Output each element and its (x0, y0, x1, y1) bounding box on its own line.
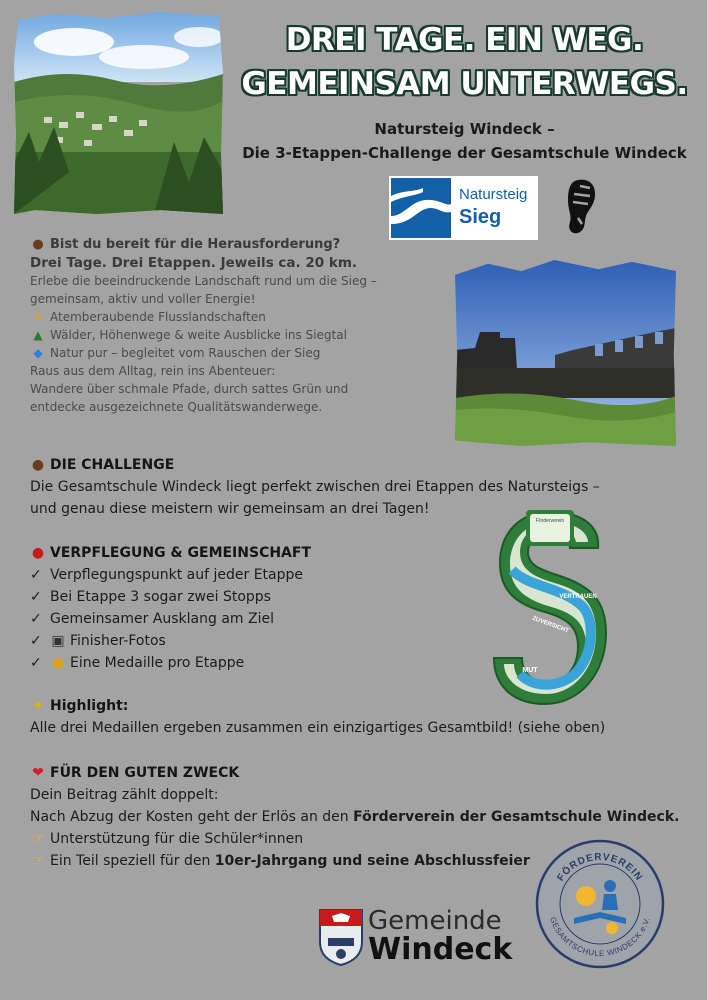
intro-subheadline: Drei Tage. Drei Etappen. Jeweils ca. 20 km. (30, 255, 358, 271)
food-item-text: Bei Etappe 3 sogar zwei Stopps (50, 589, 271, 605)
food-section (30, 542, 470, 674)
cause-bullet-bold: 10er-Jahrgang und seine Abschlussfeier (214, 853, 530, 869)
windeck-text: Windeck (368, 932, 513, 967)
intro-line: Wandere über schmale Pfade, durch sattes Grün und (30, 382, 349, 396)
medal-word-2: ZUVERSICHT (531, 615, 570, 635)
food-item-text: Gemeinsamer Ausklang am Ziel (50, 611, 274, 627)
tree-icon: ▲ (33, 328, 43, 342)
intro-bullet (30, 326, 450, 344)
food-item (30, 586, 470, 608)
intro-line: entdecke ausgezeichnete Qualitätswanderwege. (30, 400, 323, 414)
intro-bullet-text: Wälder, Höhenwege & weite Ausblicke ins Siegtal (50, 328, 347, 342)
cause-bullet-text: Ein Teil speziell für den (50, 853, 215, 869)
cause-line: Dein Beitrag zählt doppelt: (30, 787, 219, 803)
intro-block (30, 236, 450, 416)
food-item-text: Eine Medaille pro Etappe (70, 655, 245, 671)
food-title: VERPFLEGUNG & GEMEINSCHAFT (50, 545, 312, 561)
checkmark-icon: ✓ (30, 589, 42, 605)
checkmark-icon: ✓ (30, 611, 42, 627)
challenge-title-row (30, 454, 690, 476)
subtitle-line-2: Die 3-Etappen-Challenge der Gesamtschule Windeck (242, 144, 687, 162)
intro-bullet (30, 308, 450, 326)
highlight-text: Alle drei Medaillen ergeben zusammen ein einzigartiges Gesamtbild! (siehe oben) (30, 720, 606, 736)
food-item (30, 652, 470, 674)
headline-line-2: GEMEINSAM UNTERWEGS. (241, 66, 688, 102)
food-item (30, 630, 470, 652)
food-item (30, 564, 470, 586)
cause-title: FÜR DEN GUTEN ZWECK (50, 765, 240, 781)
challenge-line: und genau diese meistern wir gemeinsam an drei Tagen! (30, 501, 430, 517)
seal-top-text: FÖRDERVEREIN (555, 851, 645, 884)
footprint-icon (562, 178, 604, 236)
challenge-title: DIE CHALLENGE (50, 457, 175, 473)
checkmark-icon: ✓ (30, 655, 42, 671)
intro-bullet (30, 344, 450, 362)
gemeinde-text: Gemeinde (368, 906, 502, 936)
headline-line-1: DREI TAGE. EIN WEG. (285, 22, 644, 58)
gemeinde-windeck-crest-icon (318, 908, 364, 966)
logo-line-2: Sieg (459, 206, 502, 228)
intro-line: gemeinsam, aktiv und voller Energie! (30, 292, 256, 306)
highlight-title: Highlight: (50, 698, 129, 714)
intro-bullet-text: Atemberaubende Flusslandschaften (50, 310, 266, 324)
cause-line-bold: Förderverein der Gesamtschule Windeck. (353, 809, 680, 825)
medal-top-label: Förderverein (535, 518, 565, 524)
intro-question: Bist du bereit für die Herausforderung? (50, 237, 341, 252)
hiking-boot-icon: ● (32, 237, 44, 252)
checkmark-icon: ✓ (30, 567, 42, 583)
sieg-wave-icon (391, 178, 451, 238)
droplet-icon: ◆ (33, 346, 43, 360)
medal-s-graphic (490, 508, 610, 708)
checkmark-icon: ✓ (30, 633, 42, 649)
landscape-photo (14, 12, 223, 214)
medal-word-3: MUT (522, 667, 538, 674)
food-item-text: Verpflegungspunkt auf jeder Etappe (50, 567, 304, 583)
camera-icon: ▣ (51, 633, 65, 649)
subtitle-line-1: Natursteig Windeck – (374, 120, 555, 138)
cause-line-text: Nach Abzug der Kosten geht der Erlös an den (30, 809, 354, 825)
hiking-boot-icon: ● (31, 457, 45, 473)
medal-icon: ● (51, 655, 65, 671)
highlight-section (30, 695, 690, 739)
natursteig-sieg-logo (389, 176, 538, 240)
logo-line-1: Natursteig (459, 186, 528, 203)
cause-title-row (30, 762, 690, 784)
food-item-text: Finisher-Fotos (70, 633, 166, 649)
pointing-hand-icon: ☞ (31, 831, 45, 847)
food-item (30, 608, 470, 630)
heart-icon: ❤ (32, 765, 44, 781)
apple-icon: ● (31, 545, 45, 561)
challenge-line: Die Gesamtschule Windeck liegt perfekt zwischen drei Etappen des Natursteigs – (30, 479, 600, 495)
seal-bottom-text: GESAMTSCHULE WINDECK e.V. (547, 915, 653, 959)
intro-line: Raus aus dem Alltag, rein ins Abenteuer: (30, 364, 276, 378)
pointing-hand-icon: ☞ (31, 853, 45, 869)
highlight-title-row (30, 695, 690, 717)
intro-question-line (30, 236, 450, 254)
intro-bullet-text: Natur pur – begleitet vom Rauschen der Sieg (50, 346, 321, 360)
cause-line (30, 806, 690, 828)
intro-line: Erlebe die beeindruckende Landschaft rund um die Sieg – (30, 274, 377, 288)
medal-word-1: VERTRAUEN (559, 594, 597, 600)
sunrise-icon: ☀ (32, 310, 44, 324)
food-title-row (30, 542, 470, 564)
cause-bullet-text: Unterstützung für die Schüler*innen (50, 831, 304, 847)
sparkles-icon: ✦ (32, 698, 44, 714)
foerderverein-seal (534, 838, 666, 970)
castle-ruin-photo (455, 260, 676, 446)
